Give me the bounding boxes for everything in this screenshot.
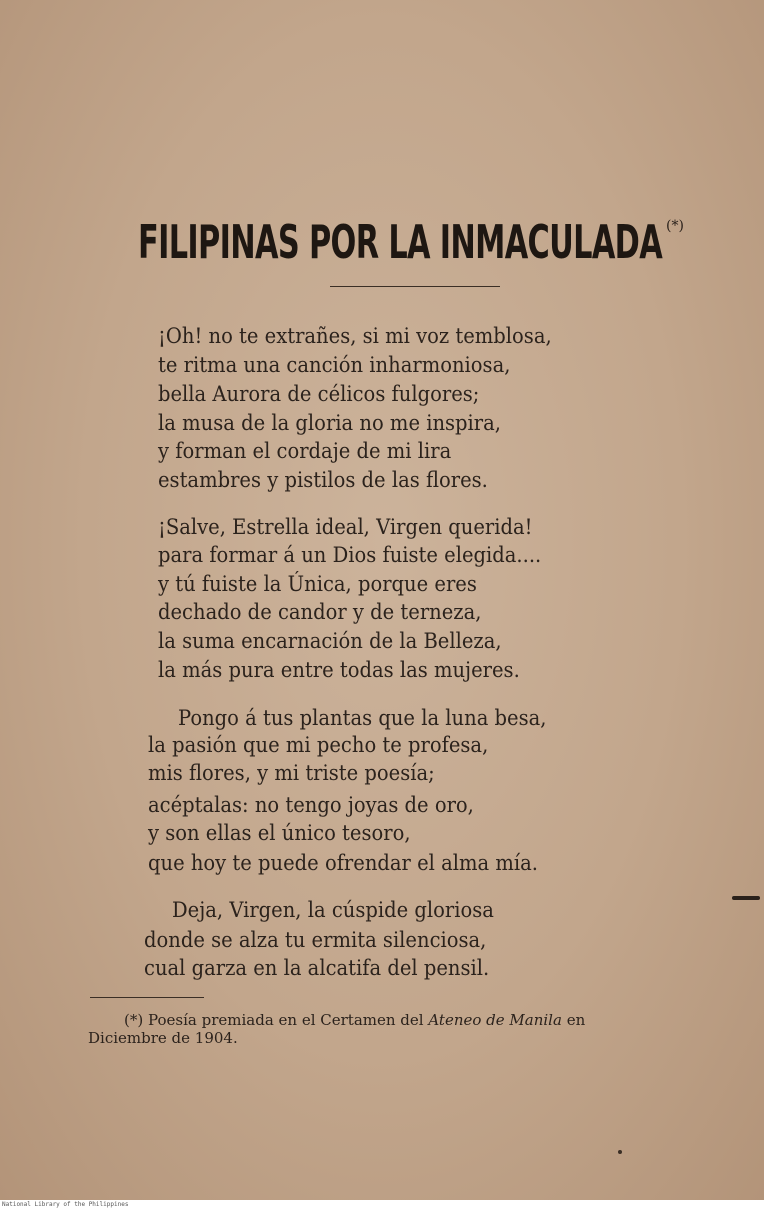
poem-line: ¡Oh! no te extrañes, si mi voz temblosa,: [158, 324, 552, 348]
footnote-mark: (*): [124, 1011, 144, 1029]
poem-line: Pongo á tus plantas que la luna besa,: [178, 706, 547, 730]
poem-line: y forman el cordaje de mi lira: [158, 439, 452, 463]
footnote-line-1: [124, 1011, 585, 1029]
poem-line: Deja, Virgen, la cúspide gloriosa: [172, 898, 494, 922]
ink-mark: [732, 896, 760, 900]
footnote-text: Poesía premiada en el Certamen del: [148, 1011, 424, 1029]
footnote-line-2: Diciembre de 1904.: [88, 1029, 238, 1047]
ink-dot: [618, 1150, 622, 1154]
poem-line: mis flores, y mi triste poesía;: [148, 761, 435, 785]
library-stamp: National Library of the Philippines: [2, 1201, 129, 1208]
poem-title: FILIPINAS POR LA INMACULADA: [138, 215, 663, 269]
poem-line: te ritma una canción inharmoniosa,: [158, 353, 511, 377]
poem-line: cual garza en la alcatifa del pensil.: [144, 956, 490, 980]
poem-line: y son ellas el único tesoro,: [148, 821, 411, 845]
poem-line: y tú fuiste la Única, porque eres: [158, 572, 477, 596]
poem-line: para formar á un Dios fuiste elegida....: [158, 543, 542, 567]
poem-line: ¡Salve, Estrella ideal, Virgen querida!: [158, 515, 533, 539]
poem-line: la suma encarnación de la Belleza,: [158, 629, 502, 653]
poem-line: la más pura entre todas las mujeres.: [158, 658, 520, 682]
poem-line: donde se alza tu ermita silenciosa,: [144, 928, 487, 952]
poem-line: bella Aurora de célicos fulgores;: [158, 382, 480, 406]
poem-line: dechado de candor y de terneza,: [158, 600, 482, 624]
poem-line: la pasión que mi pecho te profesa,: [148, 733, 489, 757]
poem-line: estambres y pistilos de las flores.: [158, 468, 488, 492]
footnote-text-end: en: [566, 1011, 586, 1029]
footnote-rule: [90, 997, 204, 998]
title-footnote-mark: (*): [666, 218, 684, 234]
title-rule: [330, 286, 500, 287]
poem-line: acéptalas: no tengo joyas de oro,: [148, 793, 474, 817]
poem-line: que hoy te puede ofrendar el alma mía.: [148, 851, 538, 875]
poem-line: la musa de la gloria no me inspira,: [158, 411, 501, 435]
footnote-italic-text: Ateneo de Manila: [428, 1011, 562, 1029]
